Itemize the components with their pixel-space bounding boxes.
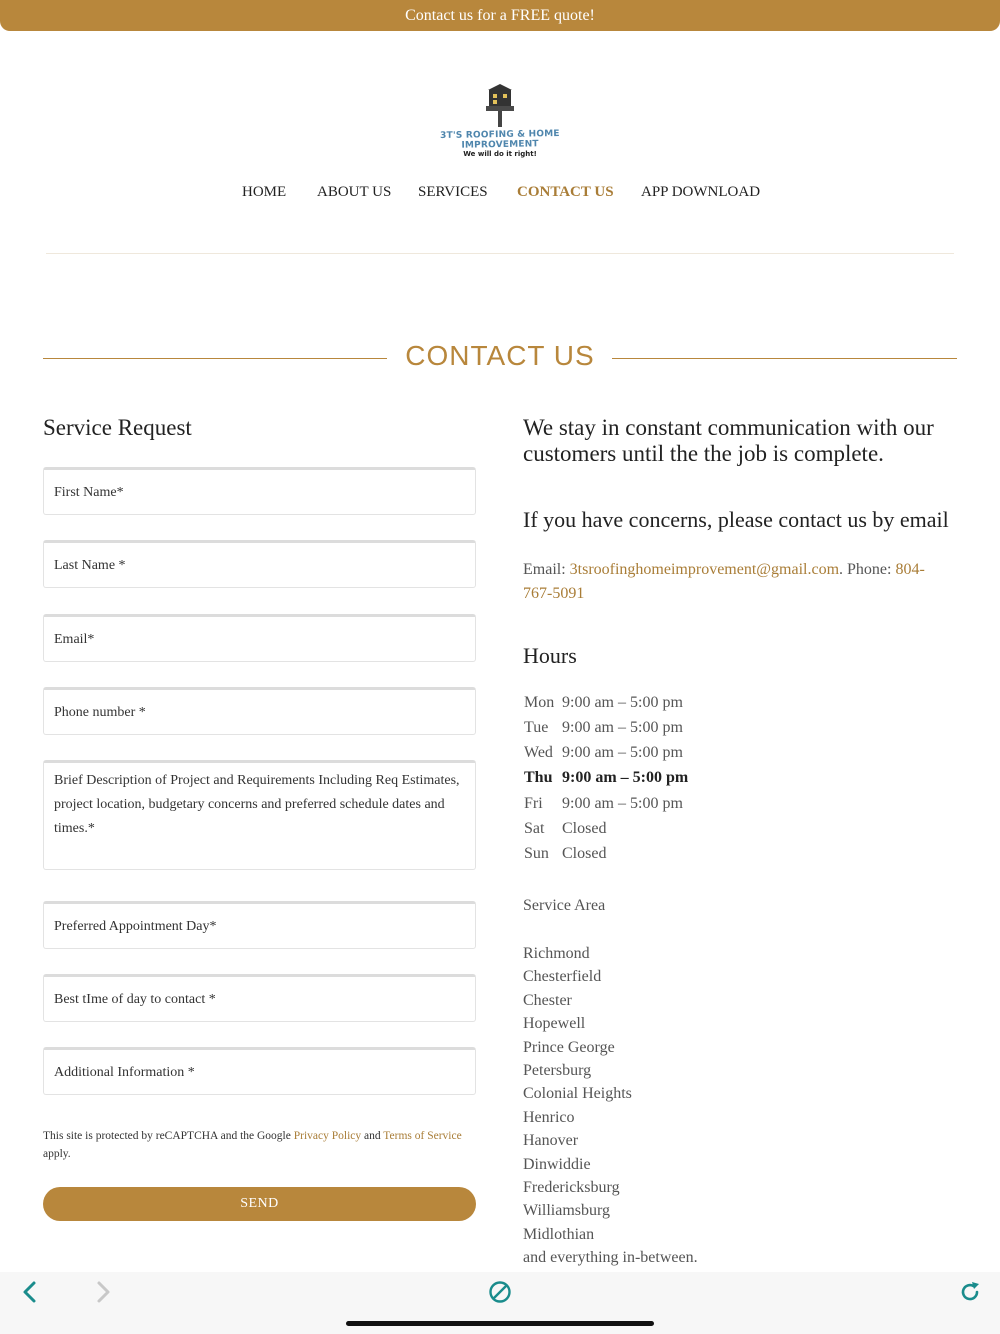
contact-details: Email: 3tsroofinghomeimprovement@gmail.com. Phone: 804-767-5091 <box>523 561 925 602</box>
list-item: Hopewell <box>523 1015 586 1033</box>
hours-row-today: Thu 9:00 am – 5:00 pm <box>524 769 689 786</box>
nav-services[interactable]: SERVICES <box>418 184 488 200</box>
reload-icon[interactable] <box>958 1280 982 1304</box>
concern-heading: If you have concerns, please contact us by email <box>523 507 949 532</box>
privacy-policy-link[interactable]: Privacy Policy <box>293 1130 362 1142</box>
list-item: Williamsburg <box>523 1202 611 1220</box>
last-name-field[interactable]: Last Name * <box>43 540 476 588</box>
page-title: CONTACT US <box>405 340 595 371</box>
hours-row: Wed 9:00 am – 5:00 pm <box>524 744 683 761</box>
nav-contact-us[interactable]: CONTACT US <box>517 184 614 200</box>
phone-link[interactable]: 804-767-5091 <box>523 561 925 602</box>
home-indicator <box>346 1321 654 1326</box>
list-item: Petersburg <box>523 1061 592 1079</box>
service-area-list <box>523 942 698 1269</box>
list-item: Chesterfield <box>523 968 602 986</box>
nav-about-us[interactable]: ABOUT US <box>317 184 392 200</box>
terms-of-service-link[interactable]: Terms of Service <box>383 1130 462 1142</box>
list-item: Fredericksburg <box>523 1178 620 1196</box>
email-link[interactable]: 3tsroofinghomeimprovement@gmail.com <box>569 561 840 578</box>
chevron-right-icon[interactable] <box>90 1280 114 1304</box>
list-item: Prince George <box>523 1038 615 1056</box>
communication-tagline: We stay in constant communication with our customers until the the job is complete. <box>523 415 934 466</box>
hours-title: Hours <box>523 643 577 668</box>
first-name-field[interactable]: First Name* <box>43 467 476 515</box>
hours-row: Tue 9:00 am – 5:00 pm <box>524 719 683 736</box>
list-item: Henrico <box>523 1108 575 1126</box>
phone-field[interactable]: Phone number * <box>43 687 476 735</box>
list-item: Hanover <box>523 1132 579 1150</box>
list-item: and everything in-between. <box>523 1249 698 1267</box>
hours-row: Mon 9:00 am – 5:00 pm <box>524 694 683 711</box>
site-logo[interactable] <box>400 84 600 164</box>
header-divider <box>46 253 954 254</box>
logo-tagline: We will do it right! <box>463 150 537 158</box>
paintbrush-house-icon <box>400 84 600 134</box>
form-title: Service Request <box>43 415 192 440</box>
contact-time-field[interactable]: Best tIme of day to contact * <box>43 974 476 1022</box>
list-item: Midlothian <box>523 1225 595 1243</box>
project-description-field[interactable]: Brief Description of Project and Requirements Including Req Estimates, project location, budgetary concerns and preferred schedule dates and times.* <box>43 760 476 870</box>
list-item: Richmond <box>523 945 590 962</box>
hours-row: Sat Closed <box>524 820 607 837</box>
appointment-day-field[interactable]: Preferred Appointment Day* <box>43 901 476 949</box>
nav-home[interactable]: HOME <box>242 184 287 200</box>
email-field[interactable]: Email* <box>43 614 476 662</box>
promo-banner[interactable]: Contact us for a FREE quote! <box>0 0 1000 31</box>
logo-name: 3T'S ROOFING & HOME IMPROVEMENT <box>440 128 560 151</box>
service-area-title: Service Area <box>523 897 606 914</box>
chevron-left-icon[interactable] <box>19 1280 43 1304</box>
hours-row: Sun Closed <box>524 845 607 862</box>
heading-line-right <box>612 358 957 359</box>
list-item: Dinwiddie <box>523 1155 591 1173</box>
heading-line-left <box>43 358 387 359</box>
send-button[interactable]: SEND <box>43 1187 476 1221</box>
hours-row: Fri 9:00 am – 5:00 pm <box>524 795 683 812</box>
recaptcha-notice: This site is protected by reCAPTCHA and the Google Privacy Policy and Terms of Service apply. <box>43 1130 462 1160</box>
main-nav <box>0 184 1000 204</box>
list-item: Colonial Heights <box>523 1085 632 1103</box>
list-item: Chester <box>523 991 572 1009</box>
nav-app-download[interactable]: APP DOWNLOAD <box>641 184 761 200</box>
no-entry-icon[interactable] <box>488 1280 512 1304</box>
additional-info-field[interactable]: Additional Information * <box>43 1047 476 1095</box>
